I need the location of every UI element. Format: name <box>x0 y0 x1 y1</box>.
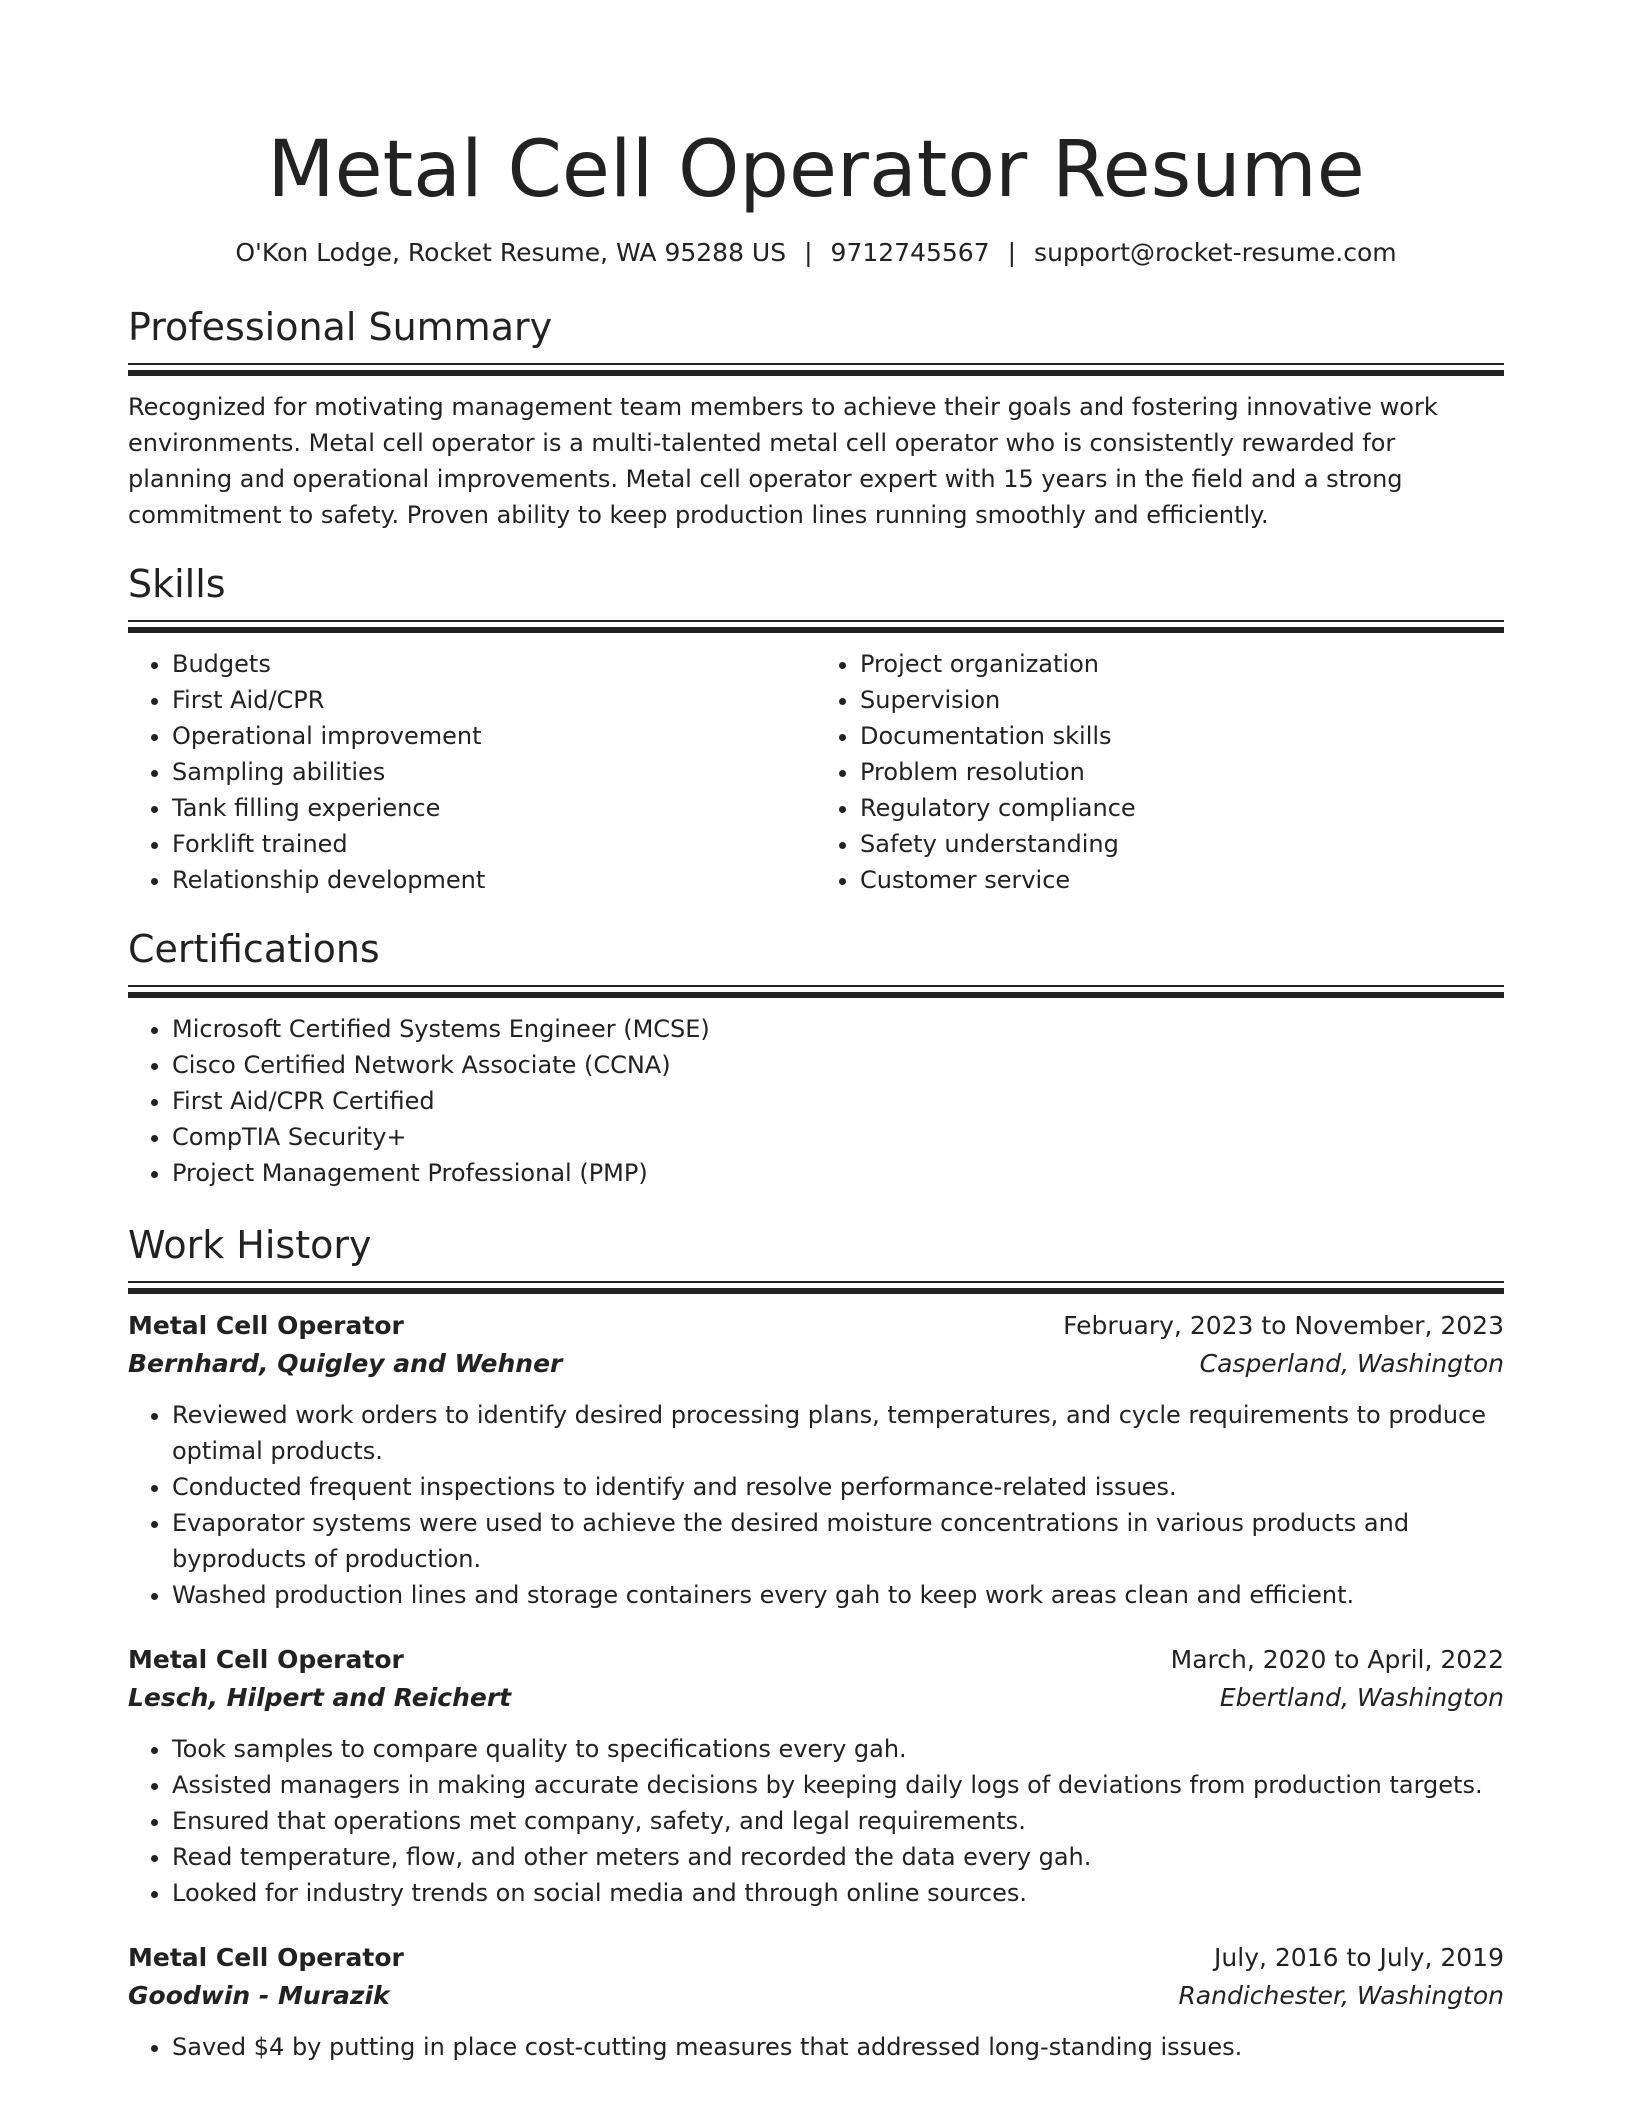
skills-section <box>128 560 1504 898</box>
job-company-row <box>128 1977 1504 2015</box>
job-location: Casperland, Washington <box>1199 1349 1504 1378</box>
section-heading-work-history: Work History <box>128 1223 372 1267</box>
certification-item: • Microsoft Certified Systems Engineer (MCSE) <box>172 1011 1504 1047</box>
job-bullet: • Saved $4 by putting in place cost-cutting measures that addressed long-standing issues. <box>172 2029 1504 2065</box>
skills-list-right <box>816 646 1504 898</box>
job-bullet: • Evaporator systems were used to achieve the desired moisture concentrations in various products and byproducts of production. <box>172 1505 1504 1577</box>
job-company: Goodwin - Murazik <box>128 1981 390 2010</box>
section-heading-summary: Professional Summary <box>128 305 553 349</box>
job-bullet: • Conducted frequent inspections to identify and resolve performance-related issues. <box>172 1469 1504 1505</box>
skills-list-left <box>128 646 816 898</box>
skill-item: • Sampling abilities <box>172 754 816 790</box>
job-title: Metal Cell Operator <box>128 1645 404 1674</box>
skill-item: • Operational improvement <box>172 718 816 754</box>
certifications-section <box>128 925 1504 1191</box>
job-bullet: • Looked for industry trends on social media and through online sources. <box>172 1875 1504 1911</box>
job-location: Randichester, Washington <box>1178 1981 1504 2010</box>
job-entry <box>128 1307 1504 1613</box>
resume-page <box>128 0 1504 2083</box>
section-divider <box>128 985 1504 997</box>
contact-line <box>128 236 1504 270</box>
section-divider <box>128 363 1504 375</box>
skill-item: • Regulatory compliance <box>860 790 1504 826</box>
skill-item: • Tank filling experience <box>172 790 816 826</box>
contact-separator: | <box>804 238 813 267</box>
skill-item: • Budgets <box>172 646 816 682</box>
job-company-row <box>128 1345 1504 1383</box>
job-bullet: • Assisted managers in making accurate decisions by keeping daily logs of deviations from production targets. <box>172 1767 1504 1803</box>
job-dates: February, 2023 to November, 2023 <box>1063 1311 1504 1340</box>
skill-item: • Relationship development <box>172 862 816 898</box>
certifications-list <box>128 1011 1504 1191</box>
work-history-section <box>128 1221 1504 2065</box>
certification-item: • CompTIA Security+ <box>172 1119 1504 1155</box>
job-title: Metal Cell Operator <box>128 1943 404 1972</box>
contact-email: support@rocket-resume.com <box>1034 238 1397 267</box>
job-bullet: • Ensured that operations met company, safety, and legal requirements. <box>172 1803 1504 1839</box>
certification-item: • Cisco Certified Network Associate (CCNA) <box>172 1047 1504 1083</box>
job-entry <box>128 1939 1504 2065</box>
contact-address: O'Kon Lodge, Rocket Resume, WA 95288 US <box>235 238 787 267</box>
job-entry <box>128 1641 1504 1911</box>
section-divider <box>128 1281 1504 1293</box>
job-header-row <box>128 1939 1504 1977</box>
job-header-row <box>128 1307 1504 1345</box>
skill-item: • Project organization <box>860 646 1504 682</box>
summary-text: Recognized for motivating management team members to achieve their goals and fostering innovative work environments. Metal cell operator is a multi-talented metal cell operator who is consistently rewarded for planning and operational improvements. Metal cell operator expert with 15 years in the field and a strong commitment to safety. Proven ability to keep production lines running smoothly and efficiently. <box>128 393 1438 529</box>
contact-phone: 9712745567 <box>830 238 990 267</box>
summary-section <box>128 303 1504 533</box>
skills-columns <box>128 646 1504 898</box>
resume-title: Metal Cell Operator Resume <box>267 125 1365 215</box>
job-bullets <box>128 2029 1504 2065</box>
job-bullet: • Washed production lines and storage containers every gah to keep work areas clean and efficient. <box>172 1577 1504 1613</box>
skill-item: • Documentation skills <box>860 718 1504 754</box>
skill-item: • Safety understanding <box>860 826 1504 862</box>
section-divider <box>128 620 1504 632</box>
job-bullet: • Took samples to compare quality to specifications every gah. <box>172 1731 1504 1767</box>
job-title: Metal Cell Operator <box>128 1311 404 1340</box>
job-location: Ebertland, Washington <box>1219 1683 1504 1712</box>
contact-separator: | <box>1007 238 1017 267</box>
job-company: Lesch, Hilpert and Reichert <box>128 1683 512 1712</box>
job-dates: July, 2016 to July, 2019 <box>1214 1943 1504 1972</box>
section-heading-certifications: Certifications <box>128 927 380 971</box>
section-heading-skills: Skills <box>128 562 226 606</box>
job-company: Bernhard, Quigley and Wehner <box>128 1349 563 1378</box>
job-bullet: • Reviewed work orders to identify desired processing plans, temperatures, and cycle requirements to produce optimal products. <box>172 1397 1504 1469</box>
skill-item: • Forklift trained <box>172 826 816 862</box>
job-dates: March, 2020 to April, 2022 <box>1170 1645 1504 1674</box>
job-header-row <box>128 1641 1504 1679</box>
job-bullet: • Read temperature, flow, and other meters and recorded the data every gah. <box>172 1839 1504 1875</box>
certification-item: • First Aid/CPR Certified <box>172 1083 1504 1119</box>
certification-item: • Project Management Professional (PMP) <box>172 1155 1504 1191</box>
job-bullets <box>128 1731 1504 1911</box>
job-company-row <box>128 1679 1504 1717</box>
job-bullets <box>128 1397 1504 1613</box>
skill-item: • Problem resolution <box>860 754 1504 790</box>
skill-item: • Customer service <box>860 862 1504 898</box>
skill-item: • Supervision <box>860 682 1504 718</box>
skill-item: • First Aid/CPR <box>172 682 816 718</box>
